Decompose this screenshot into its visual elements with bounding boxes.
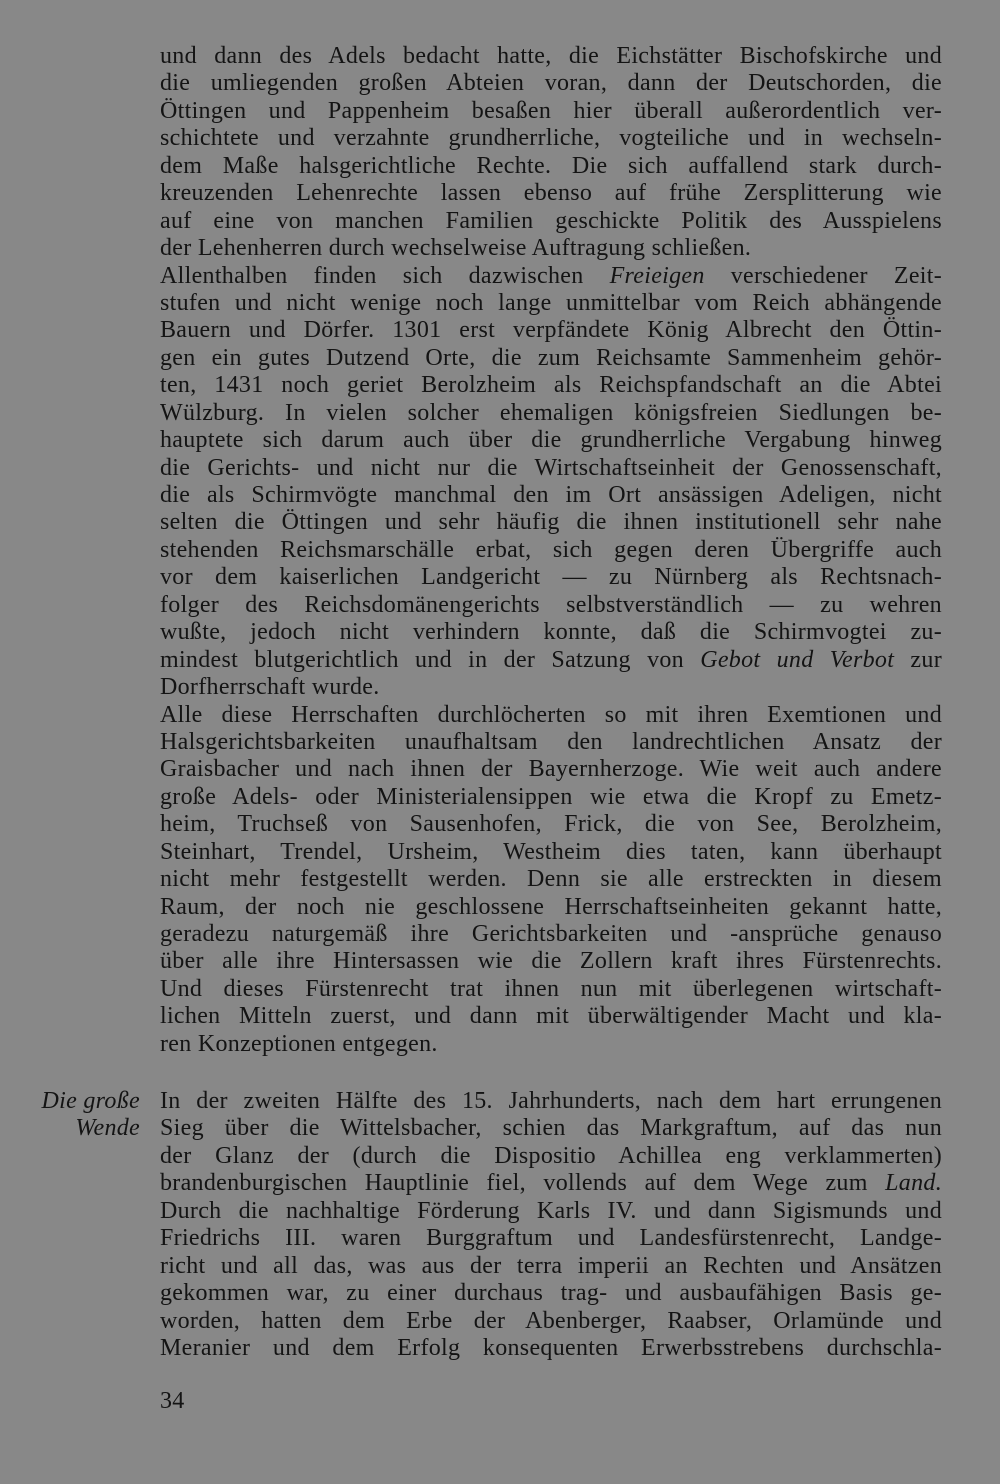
text-line: Dorfherrschaft wurde.: [160, 674, 380, 701]
text-line: Meranier und dem Erfolg konsequenten Erwerbsstrebens durchschla-: [160, 1334, 942, 1361]
text-segment: Allenthalben finden sich dazwischen: [160, 262, 610, 289]
text-line: gekommen war, zu einer durchaus trag- und ausbaufähigen Basis ge-: [160, 1280, 942, 1307]
page-number: 34: [160, 1388, 185, 1414]
text-line: Und dieses Fürstenrecht trat ihnen nun mit überlegenen wirtschaft-: [160, 975, 942, 1002]
text-segment: zur: [894, 646, 942, 673]
paragraph: [160, 1088, 942, 1362]
text-line: Friedrichs III. waren Burggraftum und Landesfürstenrecht, Landge-: [160, 1225, 942, 1252]
text-line: ten, 1431 noch geriet Berolzheim als Reichspfandschaft an die Abtei: [160, 372, 942, 399]
text-line: Alle diese Herrschaften durchlöcherten so mit ihren Exemtionen und: [160, 701, 942, 728]
text-line: vor dem kaiserlichen Landgericht — zu Nürnberg als Rechtsnach-: [160, 564, 942, 591]
margin-note-line: Die große: [41, 1088, 140, 1114]
text-line: Wülzburg. In vielen solcher ehemaligen königsfreien Siedlungen be-: [160, 399, 942, 426]
text-segment: verschiedener Zeit-: [704, 262, 942, 289]
text-line: heim, Truchseß von Sausenhofen, Frick, die von See, Berolzheim,: [160, 811, 942, 838]
text-line: nicht mehr festgestellt werden. Denn sie alle erstreckten in diesem: [160, 866, 942, 893]
text-line: und dann des Adels bedacht hatte, die Eichstätter Bischofskirche und: [160, 43, 942, 69]
text-line: gen ein gutes Dutzend Orte, die zum Reichsamte Sammenheim gehör-: [160, 344, 942, 371]
text-section: [160, 43, 942, 1058]
text-line: große Adels- oder Ministerialensippen wie etwa die Kropf zu Emetz-: [160, 783, 942, 810]
text-line: [160, 263, 942, 290]
text-line: Öttingen und Pappenheim besaßen hier überall außerordentlich ver-: [160, 97, 942, 124]
text-line: die umliegenden großen Abteien voran, dann der Deutschorden, die: [160, 70, 942, 97]
text-line: stehenden Reichsmarschälle erbat, sich gegen deren Übergriffe auch: [160, 536, 942, 563]
text-line: hauptete sich darum auch über die grundherrliche Vergabung hinweg: [160, 427, 942, 454]
text-section: [41, 1088, 942, 1362]
text-line: der Lehenherren durch wechselweise Auftragung schließen.: [160, 235, 752, 262]
text-line: schichtete und verzahnte grundherrliche, vogteiliche und in wechseln-: [160, 125, 942, 152]
text-line: In der zweiten Hälfte des 15. Jahrhunderts, nach dem hart errungenen: [160, 1088, 942, 1114]
italic-text: Gebot und Verbot: [700, 646, 895, 673]
paragraph: [160, 702, 942, 1059]
text-line: folger des Reichsdomänengerichts selbstverständlich — zu wehren: [160, 591, 942, 618]
text-line: Bauern und Dörfer. 1301 erst verpfändete König Albrecht den Öttin-: [160, 317, 942, 344]
text-line: auf eine von manchen Familien geschickte Politik des Ausspielens: [160, 207, 942, 234]
italic-text: Land.: [885, 1170, 942, 1197]
text-line: über alle ihre Hintersassen wie die Zollern kraft ihres Fürstenrechts.: [160, 948, 942, 975]
text-segment: brandenburgischen Hauptlinie fiel, vollends auf dem Wege zum: [160, 1170, 886, 1197]
text-line: kreuzenden Lehenrechte lassen ebenso auf frühe Zersplitterung wie: [160, 180, 942, 207]
text-line: [160, 647, 942, 674]
text-line: Steinhart, Trendel, Ursheim, Westheim dies taten, kann überhaupt: [160, 838, 942, 865]
text-line: ren Konzeptionen entgegen.: [160, 1030, 438, 1057]
paragraph: [160, 263, 942, 702]
text-line: Durch die nachhaltige Förderung Karls IV. und dann Sigismunds und: [160, 1197, 942, 1224]
margin-note-line: Wende: [75, 1115, 140, 1142]
text-line: Raum, der noch nie geschlossene Herrschaftseinheiten gekannt hatte,: [160, 893, 942, 920]
text-line: dem Maße halsgerichtliche Rechte. Die sich auffallend stark durch-: [160, 152, 942, 179]
text-line: Sieg über die Wittelsbacher, schien das Markgraftum, auf das nun: [160, 1115, 942, 1142]
text-line: die Gerichts- und nicht nur die Wirtschaftseinheit der Genossenschaft,: [160, 454, 942, 481]
text-segment: mindest blutgerichtlich und in der Satzung von: [160, 646, 701, 673]
text-line: stufen und nicht wenige noch lange unmittelbar vom Reich abhängende: [160, 289, 942, 316]
text-line: Graisbacher und nach ihnen der Bayernherzoge. Wie weit auch andere: [160, 756, 942, 783]
text-line: richt und all das, was aus der terra imperii an Rechten und Ansätzen: [160, 1252, 942, 1279]
text-line: die als Schirmvögte manchmal den im Ort ansässigen Adeligen, nicht: [160, 482, 942, 508]
margin-note: [10, 1088, 140, 1143]
text-line: wußte, jedoch nicht verhindern konnte, daß die Schirmvogtei zu-: [160, 619, 942, 646]
italic-text: Freieigen: [609, 262, 705, 289]
text-line: der Glanz der (durch die Dispositio Achillea eng verklammerten): [160, 1142, 942, 1169]
text-line: [160, 1170, 942, 1197]
text-line: geradezu naturgemäß ihre Gerichtsbarkeiten und -ansprüche genauso: [160, 921, 942, 947]
text-line: lichen Mitteln zuerst, und dann mit überwältigender Macht und kla-: [160, 1003, 942, 1030]
text-line: Halsgerichtsbarkeiten unaufhaltsam den landrechtlichen Ansatz der: [160, 728, 942, 755]
text-line: worden, hatten dem Erbe der Abenberger, Raabser, Orlamünde und: [160, 1307, 942, 1334]
text-line: selten die Öttingen und sehr häufig die ihnen institutionell sehr nahe: [160, 509, 942, 536]
paragraph: [160, 43, 942, 263]
